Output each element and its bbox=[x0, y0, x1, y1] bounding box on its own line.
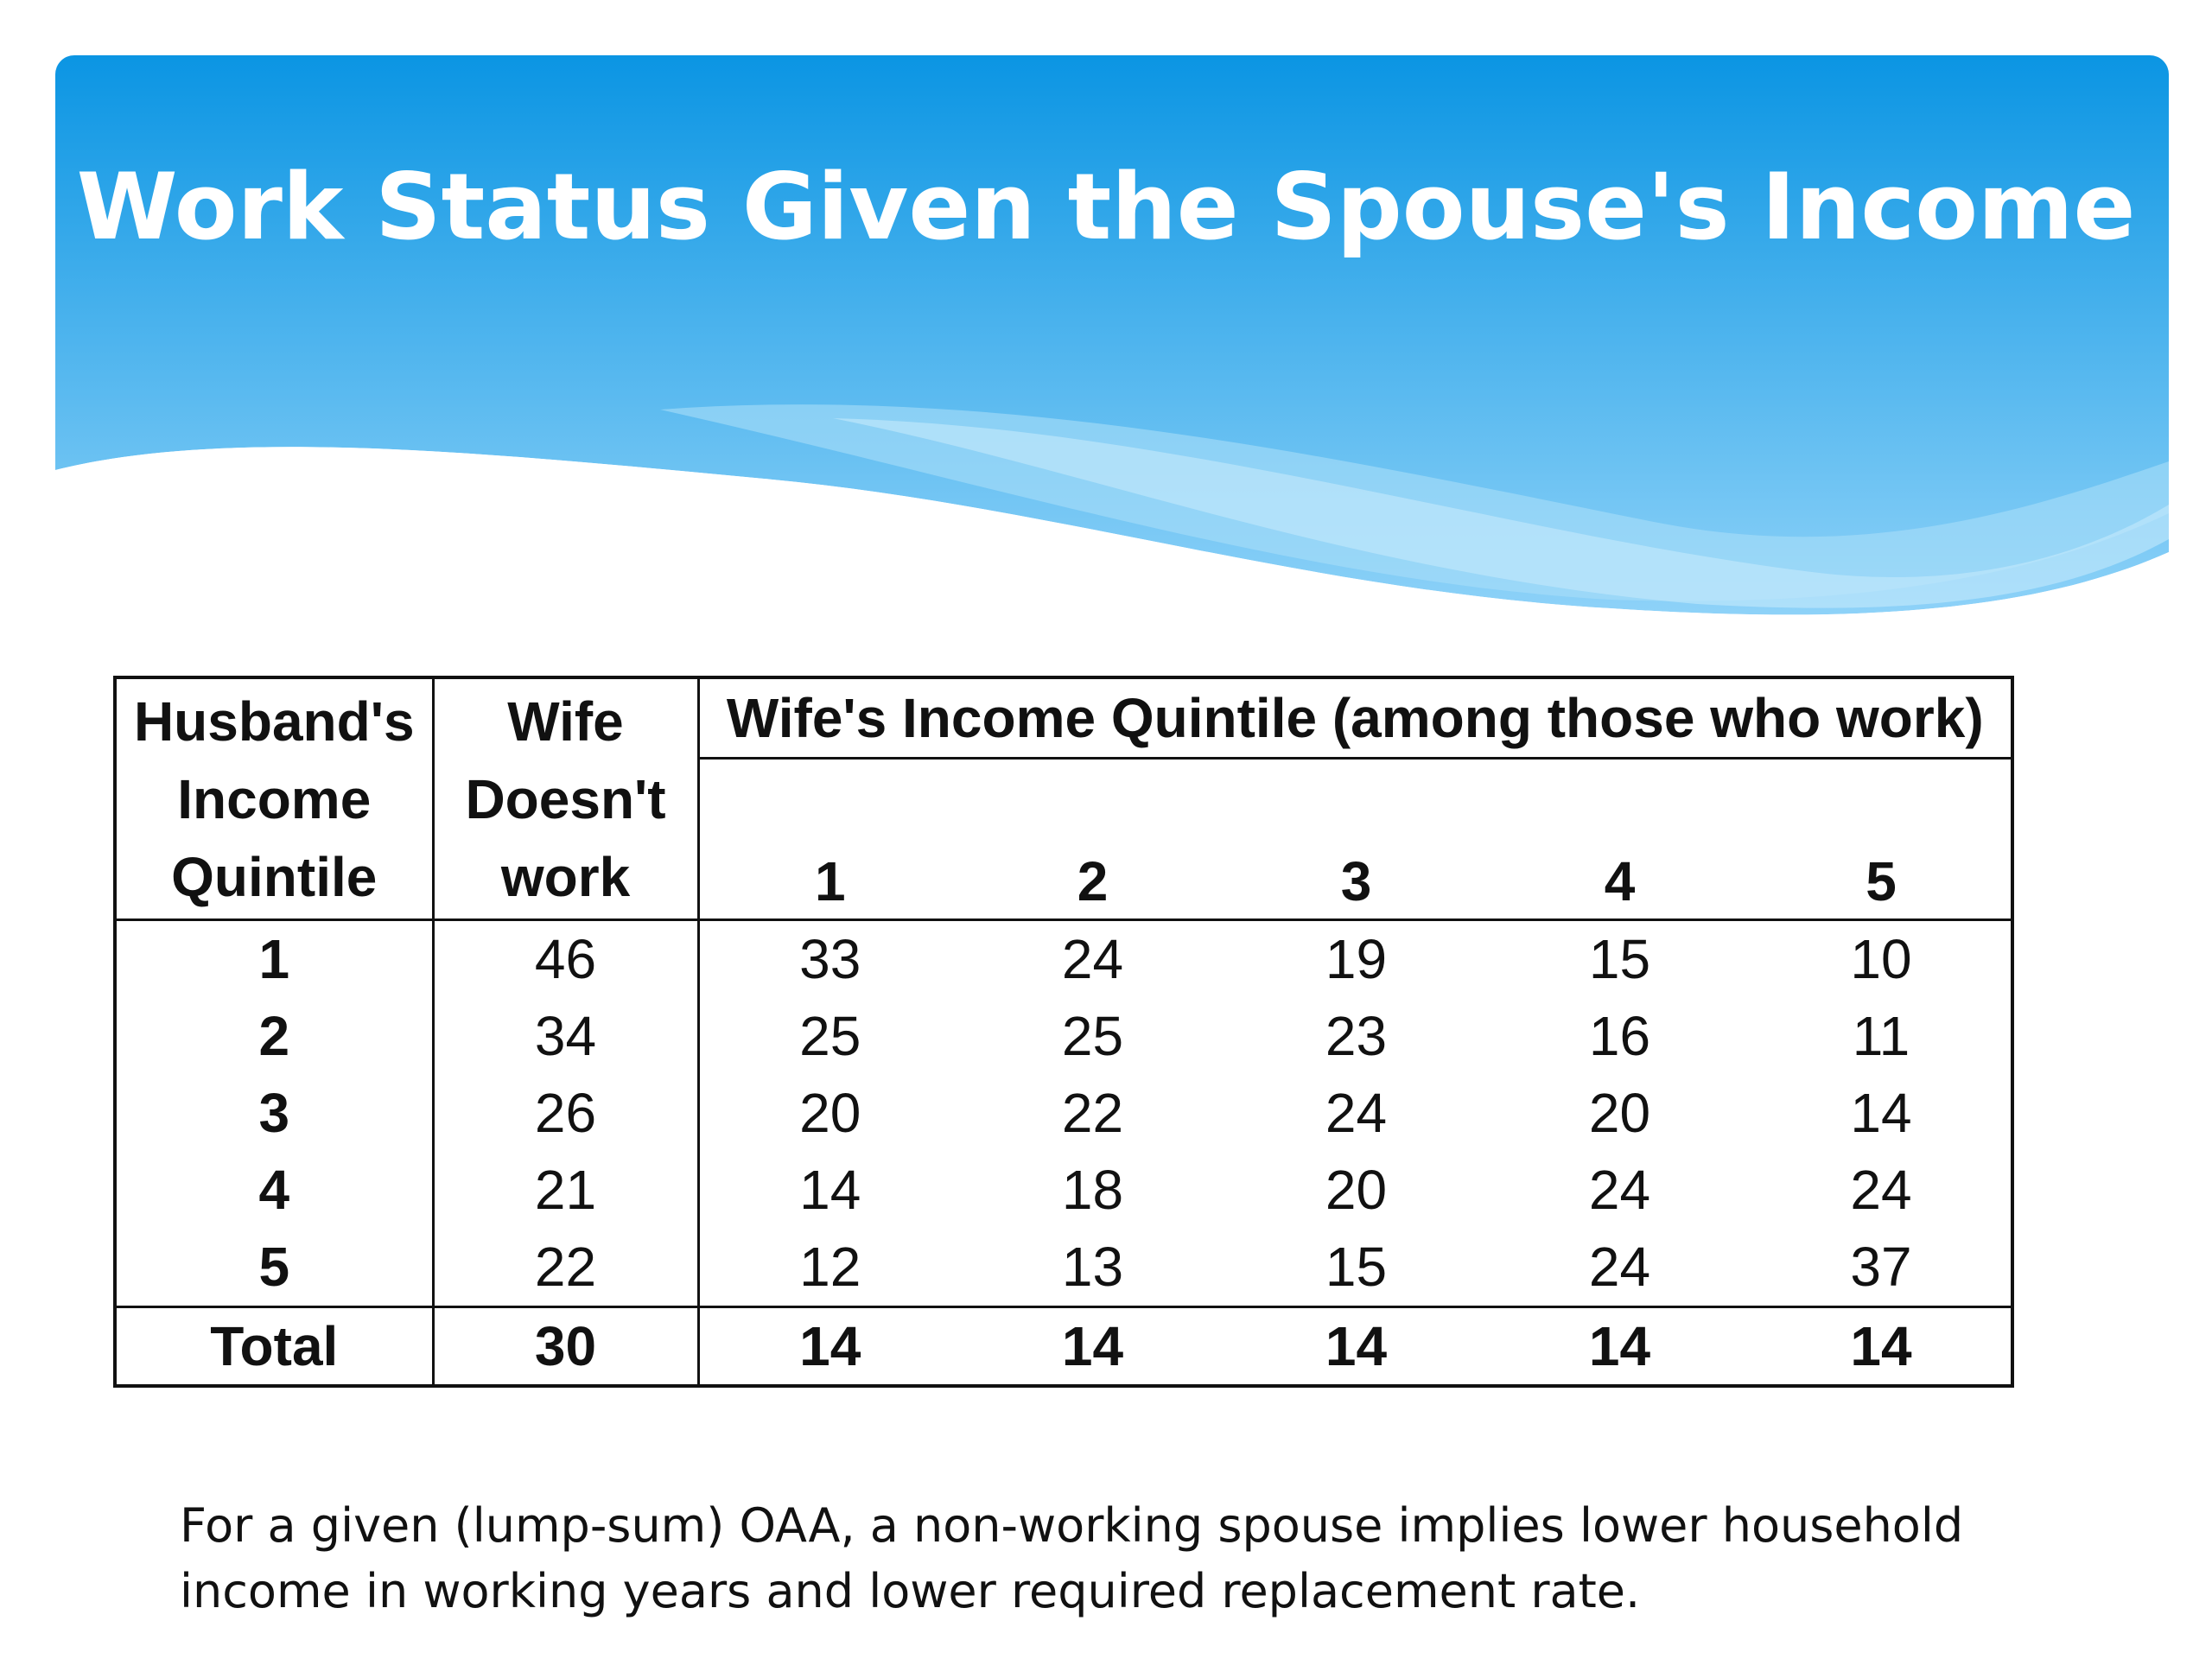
table-cell: 21 bbox=[433, 1152, 698, 1229]
table-cell: 22 bbox=[433, 1229, 698, 1307]
table-cell: 25 bbox=[1061, 1005, 1124, 1067]
table-row bbox=[115, 920, 2012, 999]
footer-line: For a given (lump-sum) OAA, a non-working spouse implies lower household bbox=[180, 1498, 1964, 1553]
row-label: 5 bbox=[115, 1229, 433, 1307]
table-cell: 19 bbox=[1325, 928, 1388, 990]
table-cell: 24 bbox=[1850, 1159, 1912, 1221]
table-cell: 34 bbox=[433, 998, 698, 1075]
table-cell: 20 bbox=[1588, 1082, 1651, 1144]
header-line: Income bbox=[177, 767, 372, 830]
total-cell: 14 bbox=[1224, 1307, 1488, 1387]
table-cell: 14 bbox=[799, 1159, 861, 1221]
total-label: Total bbox=[115, 1307, 433, 1387]
header-line: Quintile bbox=[171, 845, 378, 908]
quintile-header: 5 bbox=[1751, 759, 2012, 920]
wife-income-quintile-header: Wife's Income Quintile (among those who work) bbox=[698, 677, 2012, 759]
table-cell: 25 bbox=[799, 1005, 861, 1067]
wave-background bbox=[55, 55, 2169, 617]
slide-title: Work Status Given the Spouse's Income bbox=[76, 154, 2136, 260]
header-line: Husband's bbox=[133, 690, 415, 753]
header-line: Wife bbox=[507, 690, 624, 753]
table-cell: 24 bbox=[1061, 928, 1124, 990]
table-cell: 20 bbox=[799, 1082, 861, 1144]
table-cell: 10 bbox=[1850, 928, 1912, 990]
table-cell: 33 bbox=[799, 928, 861, 990]
row-label: 3 bbox=[115, 1075, 433, 1152]
table-cell: 18 bbox=[1061, 1159, 1124, 1221]
total-cell: 14 bbox=[698, 1307, 961, 1387]
income-quintile-table bbox=[113, 676, 2014, 1388]
table-row bbox=[115, 1075, 2012, 1152]
table-cell: 24 bbox=[1588, 1236, 1651, 1298]
table-cell: 26 bbox=[433, 1075, 698, 1152]
footer-line: income in working years and lower required replacement rate. bbox=[180, 1564, 1641, 1618]
table-cell: 11 bbox=[1852, 1005, 1910, 1067]
table-cell: 24 bbox=[1325, 1082, 1388, 1144]
total-cell: 14 bbox=[961, 1307, 1224, 1387]
husband-quintile-header bbox=[115, 677, 433, 920]
table-row bbox=[115, 1152, 2012, 1229]
row-label: 4 bbox=[115, 1152, 433, 1229]
quintile-header: 4 bbox=[1488, 759, 1751, 920]
table-cell: 15 bbox=[1325, 1236, 1388, 1298]
wife-doesnt-work-header bbox=[433, 677, 698, 920]
total-cell: 30 bbox=[433, 1307, 698, 1387]
footer-note bbox=[180, 1493, 2081, 1624]
table-cell: 23 bbox=[1325, 1005, 1388, 1067]
table-cell: 12 bbox=[799, 1236, 861, 1298]
table-cell: 22 bbox=[1061, 1082, 1124, 1144]
quintile-header: 2 bbox=[961, 759, 1224, 920]
quintile-header: 3 bbox=[1224, 759, 1488, 920]
table-cell: 15 bbox=[1588, 928, 1651, 990]
total-cell: 14 bbox=[1751, 1307, 2012, 1387]
table-cell: 46 bbox=[433, 920, 698, 999]
table-cell: 24 bbox=[1588, 1159, 1651, 1221]
table-cell: 14 bbox=[1850, 1082, 1912, 1144]
header-line: work bbox=[500, 845, 631, 908]
total-row bbox=[115, 1307, 2012, 1387]
table-cell: 20 bbox=[1325, 1159, 1388, 1221]
quintile-header: 1 bbox=[698, 759, 961, 920]
header-line: Doesn't bbox=[465, 767, 666, 830]
row-label: 1 bbox=[115, 920, 433, 999]
table-cell: 13 bbox=[1061, 1236, 1124, 1298]
table-cell: 37 bbox=[1850, 1236, 1912, 1298]
table-cell: 16 bbox=[1588, 1005, 1651, 1067]
row-label: 2 bbox=[115, 998, 433, 1075]
table-row bbox=[115, 1229, 2012, 1307]
total-cell: 14 bbox=[1488, 1307, 1751, 1387]
title-banner bbox=[55, 55, 2169, 617]
table-row bbox=[115, 998, 2012, 1075]
